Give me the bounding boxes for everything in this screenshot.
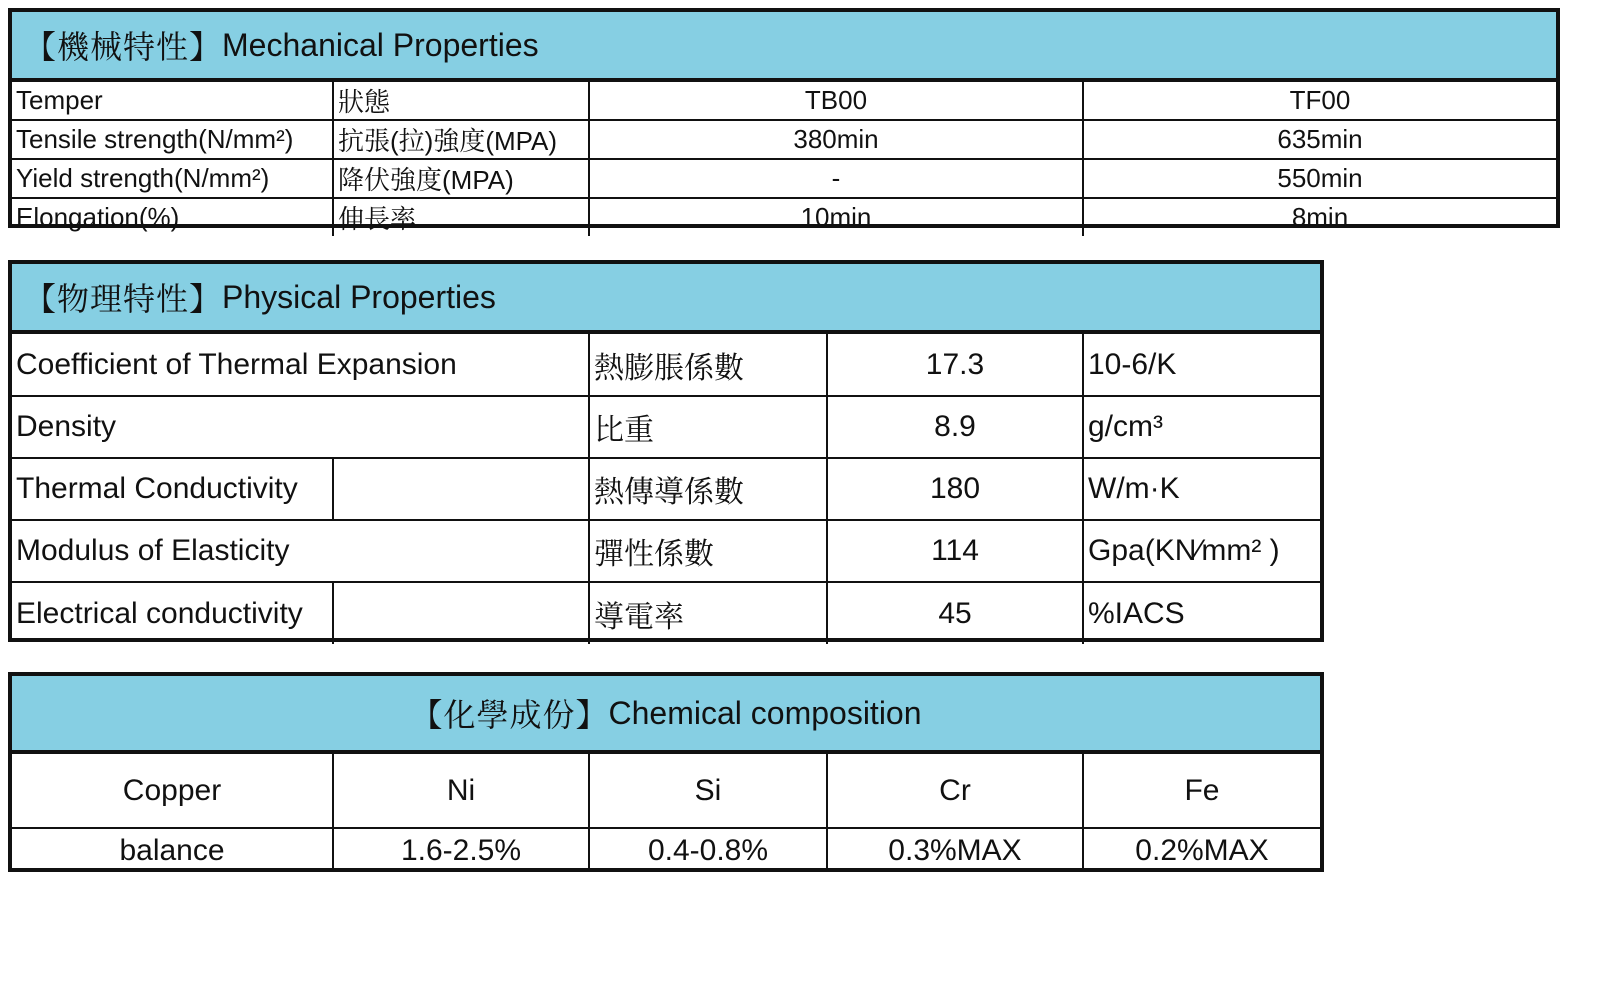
table-row [12, 396, 1320, 458]
property-name-zh: 熱傳導係數 [589, 458, 827, 520]
property-name-zh: 狀態 [333, 82, 589, 120]
property-unit: g/cm³ [1083, 396, 1320, 458]
empty-cell [333, 582, 589, 644]
value-tb00: TB00 [589, 82, 1083, 120]
value-tb00: 380min [589, 120, 1083, 159]
value-tf00: TF00 [1083, 82, 1556, 120]
element-value-cr: 0.3%MAX [827, 828, 1083, 872]
property-name-zh: 降伏強度(MPA) [333, 159, 589, 198]
table-row [12, 159, 1556, 198]
value-tf00: 635min [1083, 120, 1556, 159]
property-name-zh: 抗張(拉)強度(MPA) [333, 120, 589, 159]
property-value: 45 [827, 582, 1083, 644]
value-tf00: 8min [1083, 198, 1556, 236]
property-name-zh: 伸長率 [333, 198, 589, 236]
element-header-ni: Ni [333, 754, 589, 828]
property-name-en: Electrical conductivity [12, 582, 333, 644]
element-value-si: 0.4-0.8% [589, 828, 827, 872]
table-row [12, 828, 1320, 872]
element-header-fe: Fe [1083, 754, 1320, 828]
property-value: 114 [827, 520, 1083, 582]
table-row [12, 582, 1320, 644]
chemical-grid [12, 754, 1320, 872]
chemical-header [12, 676, 1320, 754]
chemical-title-zh: 【化學成份】 [410, 697, 609, 733]
property-name-zh: 比重 [589, 396, 827, 458]
property-unit: Gpa(KN⁄mm² ) [1083, 520, 1320, 582]
mechanical-title-en: Mechanical Properties [222, 26, 539, 63]
property-name-en: Thermal Conductivity [12, 458, 333, 520]
value-tb00: 10min [589, 198, 1083, 236]
property-unit: %IACS [1083, 582, 1320, 644]
mechanical-grid [12, 82, 1556, 236]
element-header-si: Si [589, 754, 827, 828]
property-value: 180 [827, 458, 1083, 520]
value-tb00: - [589, 159, 1083, 198]
table-row [12, 458, 1320, 520]
property-value: 17.3 [827, 334, 1083, 396]
property-unit: 10-6/K [1083, 334, 1320, 396]
property-name-en: Elongation(%) [12, 198, 333, 236]
property-name-en: Coefficient of Thermal Expansion [12, 334, 589, 396]
element-header-cr: Cr [827, 754, 1083, 828]
table-row [12, 82, 1556, 120]
physical-title-en: Physical Properties [222, 278, 496, 315]
property-name-en: Temper [12, 82, 333, 120]
property-name-zh: 熱膨脹係數 [589, 334, 827, 396]
physical-grid [12, 334, 1320, 644]
chemical-composition-table [8, 672, 1324, 872]
physical-properties-table [8, 260, 1324, 642]
value-tf00: 550min [1083, 159, 1556, 198]
physical-title-zh: 【物理特性】 [24, 281, 223, 317]
element-value-ni: 1.6-2.5% [333, 828, 589, 872]
property-unit: W/m·K [1083, 458, 1320, 520]
mechanical-title-zh: 【機械特性】 [24, 29, 223, 65]
empty-cell [333, 458, 589, 520]
element-header-copper: Copper [12, 754, 333, 828]
property-name-en: Density [12, 396, 589, 458]
table-row [12, 754, 1320, 828]
chemical-title-en: Chemical composition [608, 694, 922, 731]
table-row [12, 520, 1320, 582]
mechanical-header [12, 12, 1556, 82]
property-name-en: Tensile strength(N/mm²) [12, 120, 333, 159]
mechanical-properties-table [8, 8, 1560, 234]
property-name-zh: 導電率 [589, 582, 827, 644]
physical-header [12, 264, 1320, 334]
property-name-zh: 彈性係數 [589, 520, 827, 582]
property-value: 8.9 [827, 396, 1083, 458]
table-row [12, 120, 1556, 159]
element-value-copper: balance [12, 828, 333, 872]
table-row [12, 334, 1320, 396]
property-name-en: Yield strength(N/mm²) [12, 159, 333, 198]
property-name-en: Modulus of Elasticity [12, 520, 589, 582]
element-value-fe: 0.2%MAX [1083, 828, 1320, 872]
table-row [12, 198, 1556, 236]
